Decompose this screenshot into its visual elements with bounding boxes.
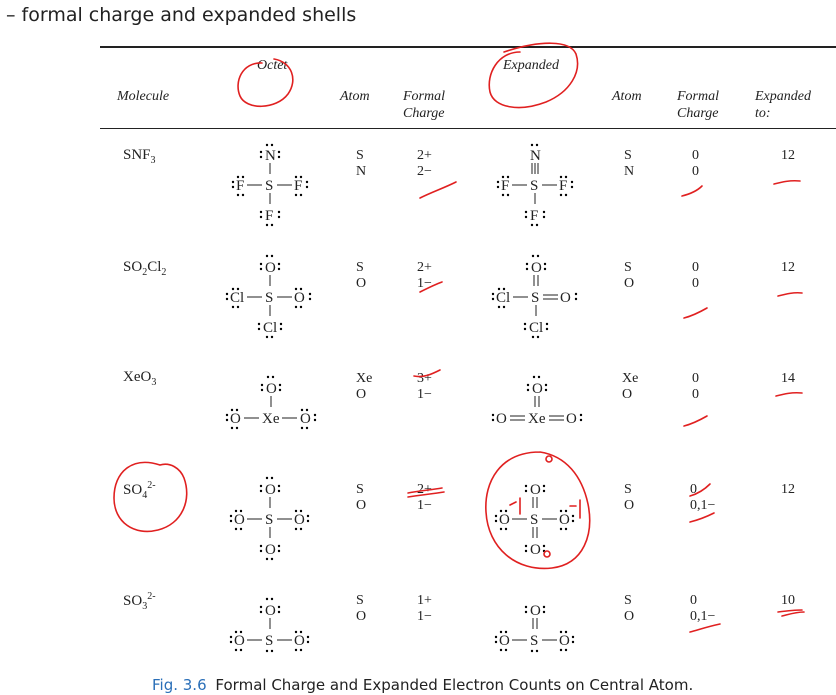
molecule-xeo3: XeO$_3$ <box>123 369 157 388</box>
atoms-expanded-row5: S O <box>624 593 635 624</box>
svg-text:O: O <box>566 411 577 427</box>
svg-text:O: O <box>294 633 305 649</box>
svg-text:F: F <box>265 208 274 224</box>
svg-text:O: O <box>530 482 541 498</box>
charges-octet-row3: 3+ 1− <box>417 371 432 402</box>
svg-text:O: O <box>294 290 305 306</box>
svg-text:S: S <box>531 290 540 306</box>
lewis-expanded-xeo3 <box>487 373 597 435</box>
expanded-to-row3: 14 <box>781 371 795 386</box>
expanded-to-row5: 10 <box>781 593 795 608</box>
atoms-expanded-row3: Xe O <box>622 371 639 402</box>
charges-expanded-row4: 0 0,1− <box>690 482 716 513</box>
expanded-to-underline-10 <box>778 610 802 612</box>
svg-text:F: F <box>559 178 568 194</box>
charges-octet-row4: 2+ 1− <box>417 482 432 513</box>
svg-text:O: O <box>530 542 541 558</box>
svg-text:S: S <box>265 178 274 194</box>
expanded-to-row1: 12 <box>781 148 795 163</box>
header-formal-charge-expanded: Formal Charge <box>677 89 719 121</box>
charges-expanded-row3: 0 0 <box>692 371 699 402</box>
svg-text:F: F <box>501 178 510 194</box>
svg-text:O: O <box>265 260 276 276</box>
svg-text:Xe: Xe <box>262 411 280 427</box>
charges-octet-row1: 2+ 2− <box>417 148 432 179</box>
svg-text:F: F <box>294 178 303 194</box>
svg-text:O: O <box>530 603 541 619</box>
snf3-charge-tick <box>420 182 456 198</box>
expanded-to-row2: 12 <box>781 260 795 275</box>
table-top-rule <box>100 46 836 48</box>
expanded-to-tick-3 <box>776 393 802 396</box>
expanded-to-tick-1 <box>774 181 800 184</box>
charges-octet-row2: 2+ 1− <box>417 260 432 291</box>
svg-text:O: O <box>499 512 510 528</box>
lewis-expanded-snf3 <box>490 140 580 230</box>
svg-text:S: S <box>265 512 274 528</box>
atoms-expanded-row1: S N <box>624 148 635 179</box>
svg-text:O: O <box>266 381 277 397</box>
header-formal-charge-octet: Formal Charge <box>403 89 445 121</box>
lewis-octet-so3 <box>225 595 315 657</box>
expanded-to-row4: 12 <box>781 482 795 497</box>
svg-text:O: O <box>300 411 311 427</box>
svg-text:N: N <box>265 148 276 164</box>
expanded-circle <box>489 43 577 107</box>
caption-text: Formal Charge and Expanded Electron Counts on Central Atom. <box>215 676 694 694</box>
svg-text:Xe: Xe <box>528 411 546 427</box>
lewis-expanded-so3 <box>490 595 580 657</box>
molecule-so2cl2: $SO_2Cl_2$ <box>123 259 167 278</box>
molecule-so4-2minus: $SO_4^{2-}$ <box>123 480 156 501</box>
atoms-expanded-row4: S O <box>624 482 635 513</box>
top-o-mark <box>546 456 552 462</box>
svg-text:O: O <box>234 512 245 528</box>
svg-text:O: O <box>499 633 510 649</box>
atoms-octet-row2: S O <box>356 260 367 291</box>
svg-text:O: O <box>532 381 543 397</box>
svg-text:Cl: Cl <box>263 320 278 336</box>
svg-text:O: O <box>559 512 570 528</box>
lewis-expanded-so2cl2 <box>488 252 588 342</box>
svg-text:O: O <box>496 411 507 427</box>
svg-text:F: F <box>236 178 245 194</box>
svg-text:O: O <box>559 633 570 649</box>
lewis-octet-xeo3 <box>222 373 322 435</box>
svg-text:O: O <box>294 512 305 528</box>
charges-expanded-row5: 0 0,1− <box>690 593 716 624</box>
header-atom-expanded: Atom <box>612 89 642 104</box>
snf3-expanded-tick <box>682 186 702 196</box>
so2cl2-expanded-tick <box>684 308 707 318</box>
svg-text:S: S <box>530 512 539 528</box>
lewis-octet-so2cl2 <box>222 252 322 342</box>
so4-expanded-tick <box>690 513 714 522</box>
lewis-octet-snf3 <box>225 140 315 230</box>
atoms-octet-row1: S N <box>356 148 367 179</box>
header-expanded: Expanded <box>503 58 559 73</box>
svg-text:O: O <box>265 542 276 558</box>
svg-text:S: S <box>530 178 539 194</box>
svg-text:O: O <box>531 260 542 276</box>
header-atom-octet: Atom <box>340 89 370 104</box>
svg-text:O: O <box>265 603 276 619</box>
page-heading: – formal charge and expanded shells <box>6 4 357 26</box>
atoms-octet-row3: Xe O <box>356 371 373 402</box>
header-molecule: Molecule <box>117 89 170 104</box>
lewis-expanded-so4 <box>490 474 580 564</box>
svg-text:O: O <box>230 411 241 427</box>
atoms-expanded-row2: S O <box>624 260 635 291</box>
atoms-octet-row4: S O <box>356 482 367 513</box>
molecule-snf3: $SNF_3$ <box>123 147 156 166</box>
expanded-to-tick-2 <box>778 293 802 296</box>
header-octet: Octet <box>257 58 288 73</box>
lewis-octet-so4 <box>225 474 315 564</box>
svg-text:S: S <box>530 633 539 649</box>
expanded-to-tick-5 <box>782 612 804 616</box>
charges-expanded-row2: 0 0 <box>692 260 699 291</box>
svg-text:Cl: Cl <box>529 320 544 336</box>
charges-octet-row5: 1+ 1− <box>417 593 432 624</box>
header-expanded-to: Expanded to: <box>755 89 811 121</box>
figure-caption <box>152 676 693 694</box>
svg-text:F: F <box>530 208 539 224</box>
svg-text:Cl: Cl <box>230 290 245 306</box>
svg-text:O: O <box>234 633 245 649</box>
so3-expanded-tick <box>690 624 720 632</box>
atoms-octet-row5: S O <box>356 593 367 624</box>
table-header-rule <box>100 128 836 129</box>
svg-text:S: S <box>265 633 274 649</box>
svg-text:O: O <box>560 290 571 306</box>
xeo3-expanded-tick <box>684 416 707 426</box>
svg-text:S: S <box>265 290 274 306</box>
molecule-so3-2minus: $SO_3^{2-}$ <box>123 591 156 612</box>
charges-expanded-row1: 0 0 <box>692 148 699 179</box>
svg-text:O: O <box>265 482 276 498</box>
svg-text:N: N <box>530 148 541 164</box>
svg-text:Cl: Cl <box>496 290 511 306</box>
caption-number: Fig. 3.6 <box>152 676 207 694</box>
